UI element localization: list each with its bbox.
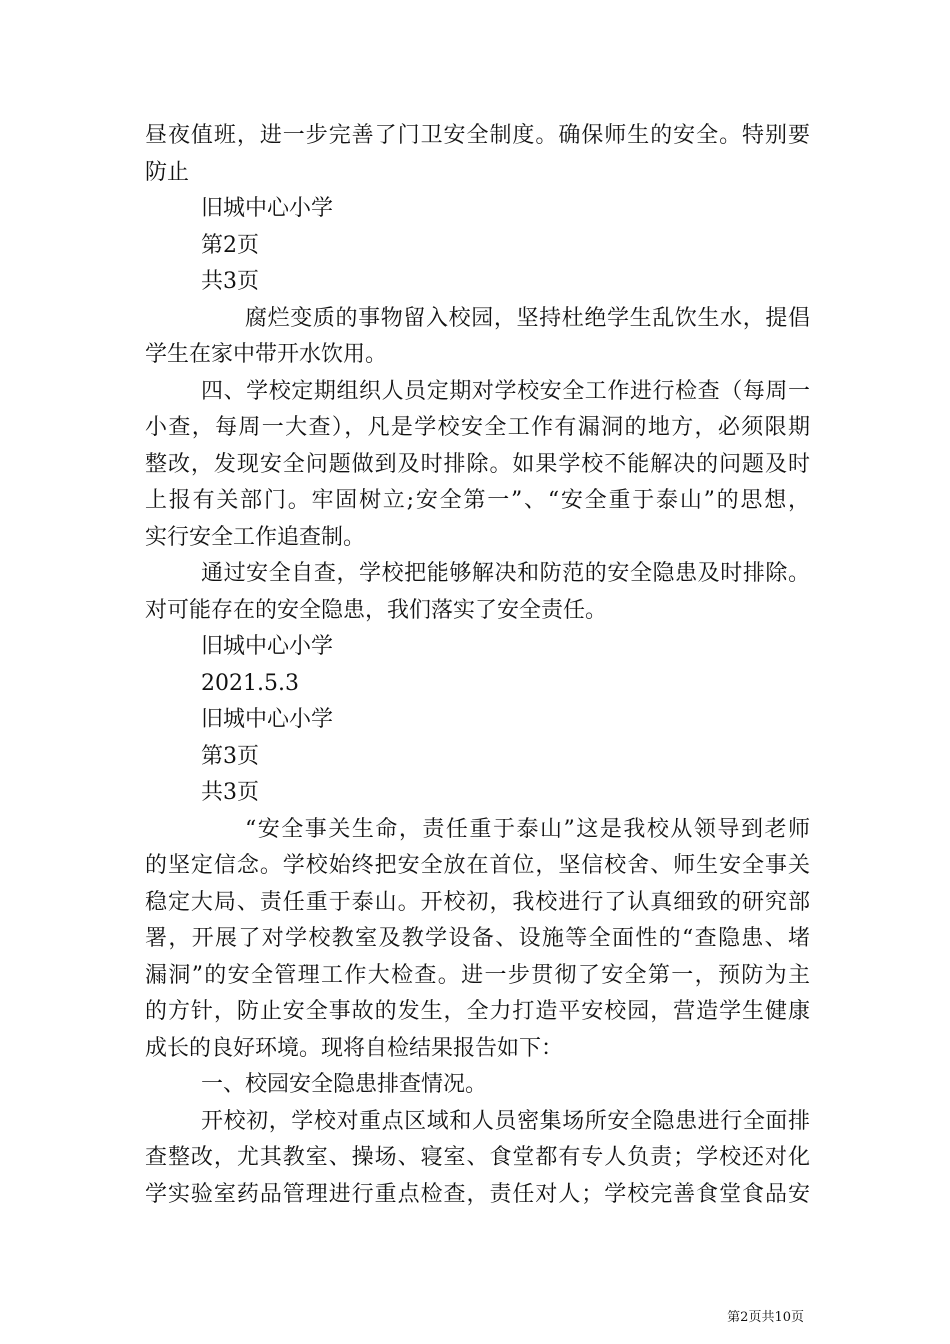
text-line: 共3页 — [201, 269, 259, 294]
text-line: 漏洞”的安全管理工作大检查。进一步贯彻了安全第一，预防为主 — [145, 962, 810, 988]
text-line: 第2页 — [201, 232, 259, 258]
text-line: 实行安全工作追查制。 — [145, 524, 366, 550]
text-line: 小查，每周一大查），凡是学校安全工作有漏洞的地方，必须限期 — [145, 415, 810, 440]
text-line: 开校初，学校对重点区域和人员密集场所安全隐患进行全面排 — [201, 1108, 810, 1134]
text-line: 学生在家中带开水饮用。 — [145, 342, 388, 367]
text-line: 署，开展了对学校教室及教学设备、设施等全面性的“查隐患、堵 — [145, 926, 810, 951]
text-line: 共3页 — [201, 780, 259, 805]
text-line: 整改，发现安全问题做到及时排除。如果学校不能解决的问题及时 — [145, 451, 810, 477]
text-line: 2021.5.3 — [201, 670, 299, 696]
text-line: 成长的良好环境。现将自检结果报告如下： — [145, 1035, 564, 1061]
text-line: 昼夜值班，进一步完善了门卫安全制度。确保师生的安全。特别要 — [145, 123, 810, 148]
text-line: 学实验室药品管理进行重点检查，责任对人；学校完善食堂食品安 — [145, 1181, 810, 1207]
text-line: 腐烂变质的事物留入校园，坚持杜绝学生乱饮生水，提倡 — [245, 305, 810, 331]
text-line: 稳定大局、责任重于泰山。开校初，我校进行了认真细致的研究部 — [145, 889, 810, 915]
text-line: 通过安全自查，学校把能够解决和防范的安全隐患及时排除。 — [201, 561, 810, 586]
text-line: “安全事关生命，责任重于泰山”这是我校从领导到老师 — [245, 816, 810, 842]
text-line: 的方针，防止安全事故的发生，全力打造平安校园，营造学生健康 — [145, 999, 810, 1024]
text-line: 上报有关部门。牢固树立;安全第一”、“安全重于泰山”的思想， — [145, 488, 810, 513]
page-footer: 第2页共10页 — [727, 1310, 804, 1325]
text-line: 旧城中心小学 — [201, 196, 334, 221]
text-line: 一、校园安全隐患排查情况。 — [201, 1072, 488, 1097]
text-line: 的坚定信念。学校始终把安全放在首位，坚信校舍、师生安全事关 — [145, 853, 810, 878]
text-line: 防止 — [145, 159, 190, 185]
text-line: 旧城中心小学 — [201, 707, 334, 732]
text-line: 查整改，尤其教室、操场、寝室、食堂都有专人负责；学校还对化 — [145, 1145, 810, 1170]
text-line: 第3页 — [201, 743, 259, 769]
document-body — [145, 118, 810, 1213]
text-line: 对可能存在的安全隐患，我们落实了安全责任。 — [145, 597, 608, 623]
text-line: 四、学校定期组织人员定期对学校安全工作进行检查（每周一 — [201, 378, 810, 404]
text-line: 旧城中心小学 — [201, 634, 334, 659]
